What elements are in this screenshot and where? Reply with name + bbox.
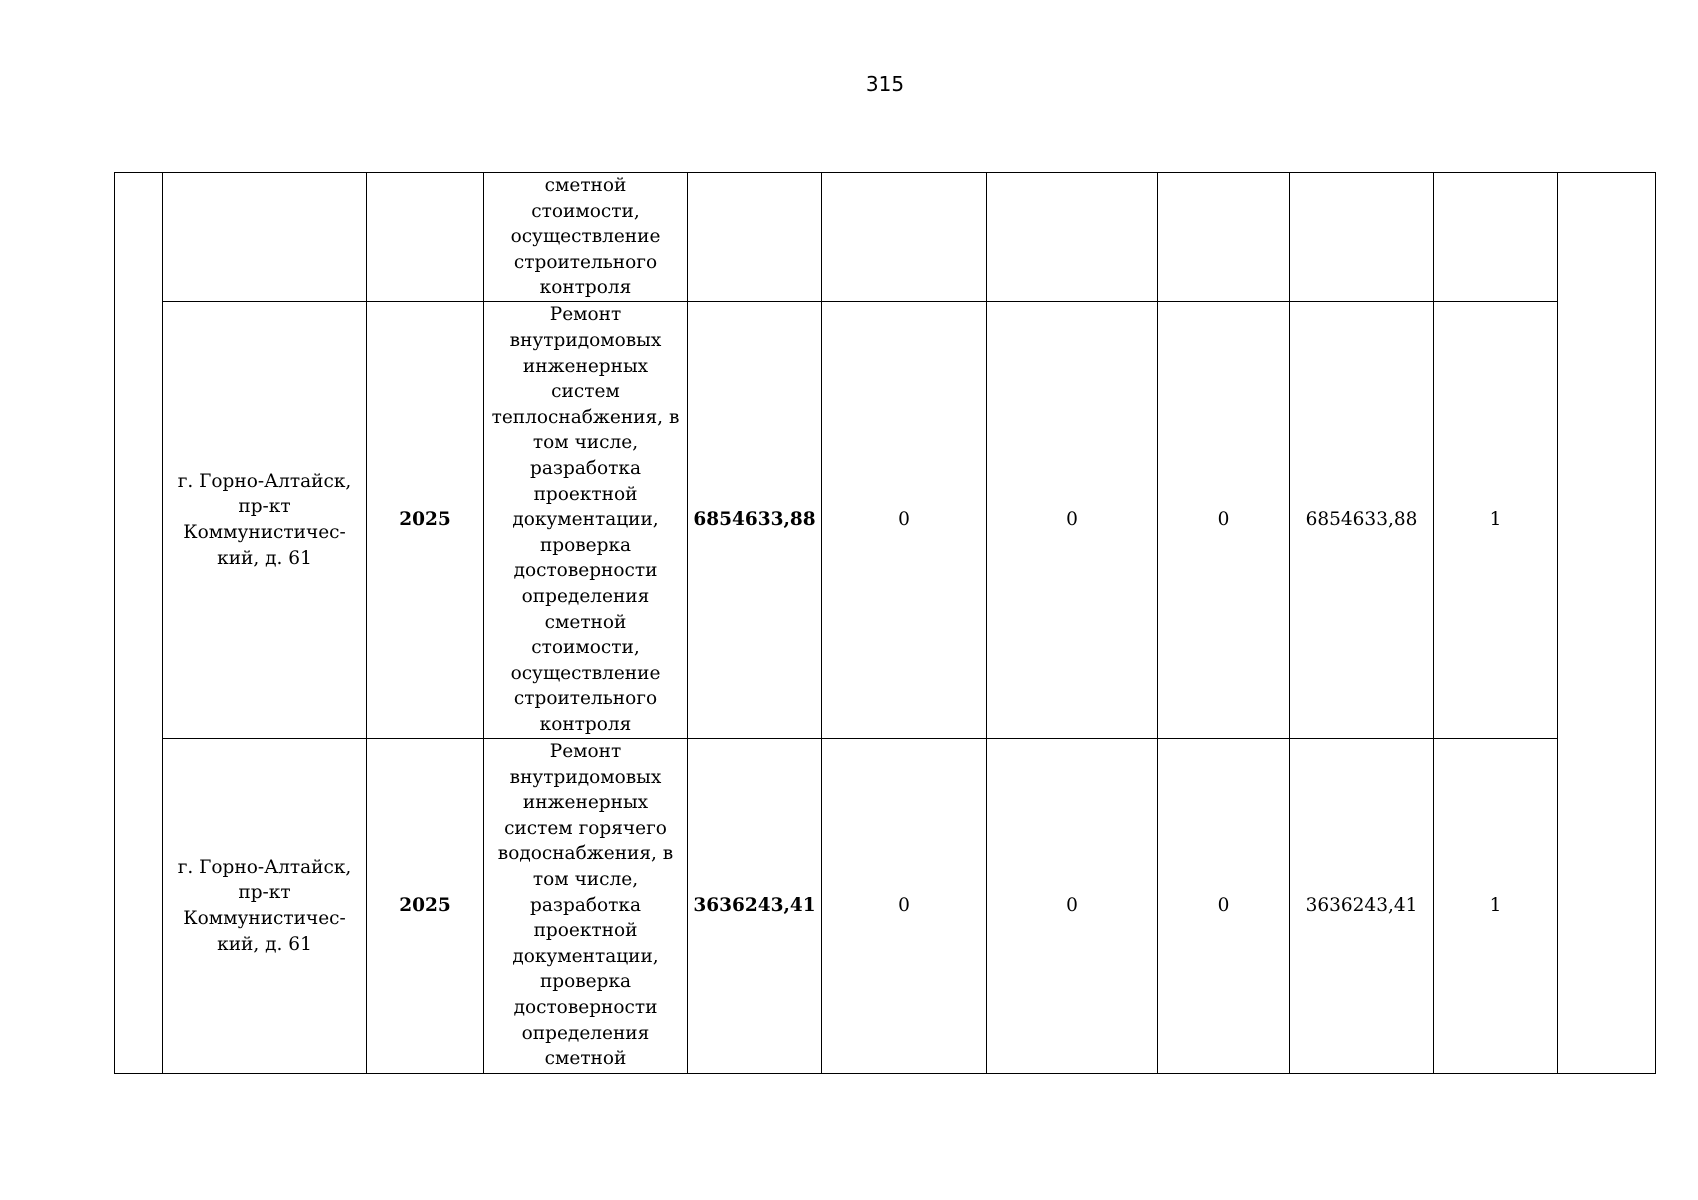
value-cell bbox=[1290, 173, 1434, 302]
year-cell: 2025 bbox=[367, 739, 484, 1074]
total-cost-cell bbox=[688, 173, 822, 302]
value-cell: 0 bbox=[1158, 302, 1290, 739]
table-row bbox=[115, 173, 1656, 302]
empty-number-cell bbox=[115, 173, 163, 1074]
value-cell bbox=[822, 173, 987, 302]
year-cell bbox=[367, 173, 484, 302]
value-cell: 6854633,88 bbox=[1290, 302, 1434, 739]
address-cell: г. Горно-Алтайск, пр-кт Коммунистичес- кий, д. 61 bbox=[163, 739, 367, 1074]
year-cell: 2025 bbox=[367, 302, 484, 739]
work-description-cell: сметной стоимости, осуществление строительного контроля bbox=[484, 173, 688, 302]
address-cell: г. Горно-Алтайск, пр-кт Коммунистичес- кий, д. 61 bbox=[163, 302, 367, 739]
value-cell: 3636243,41 bbox=[1290, 739, 1434, 1074]
value-cell: 0 bbox=[987, 302, 1158, 739]
empty-last-cell bbox=[1558, 173, 1656, 1074]
works-table bbox=[114, 172, 1656, 1074]
value-cell bbox=[1158, 173, 1290, 302]
value-cell: 0 bbox=[822, 302, 987, 739]
value-cell: 1 bbox=[1434, 302, 1558, 739]
value-cell: 0 bbox=[822, 739, 987, 1074]
value-cell bbox=[1434, 173, 1558, 302]
page-number: 315 bbox=[865, 72, 905, 96]
value-cell bbox=[987, 173, 1158, 302]
work-description-cell: Ремонт внутридомовых инженерных систем горячего водоснабжения, в том числе, разработка проектной документации, проверка достоверности определения сметной bbox=[484, 739, 688, 1074]
work-description-cell: Ремонт внутридомовых инженерных систем теплоснабжения, в том числе, разработка проектной документации, проверка достоверности определения сметной стоимости, осуществление строительного контроля bbox=[484, 302, 688, 739]
value-cell: 1 bbox=[1434, 739, 1558, 1074]
total-cost-cell: 6854633,88 bbox=[688, 302, 822, 739]
total-cost-cell: 3636243,41 bbox=[688, 739, 822, 1074]
table-row bbox=[115, 739, 1656, 1074]
table-row bbox=[115, 302, 1656, 739]
value-cell: 0 bbox=[1158, 739, 1290, 1074]
value-cell: 0 bbox=[987, 739, 1158, 1074]
address-cell bbox=[163, 173, 367, 302]
